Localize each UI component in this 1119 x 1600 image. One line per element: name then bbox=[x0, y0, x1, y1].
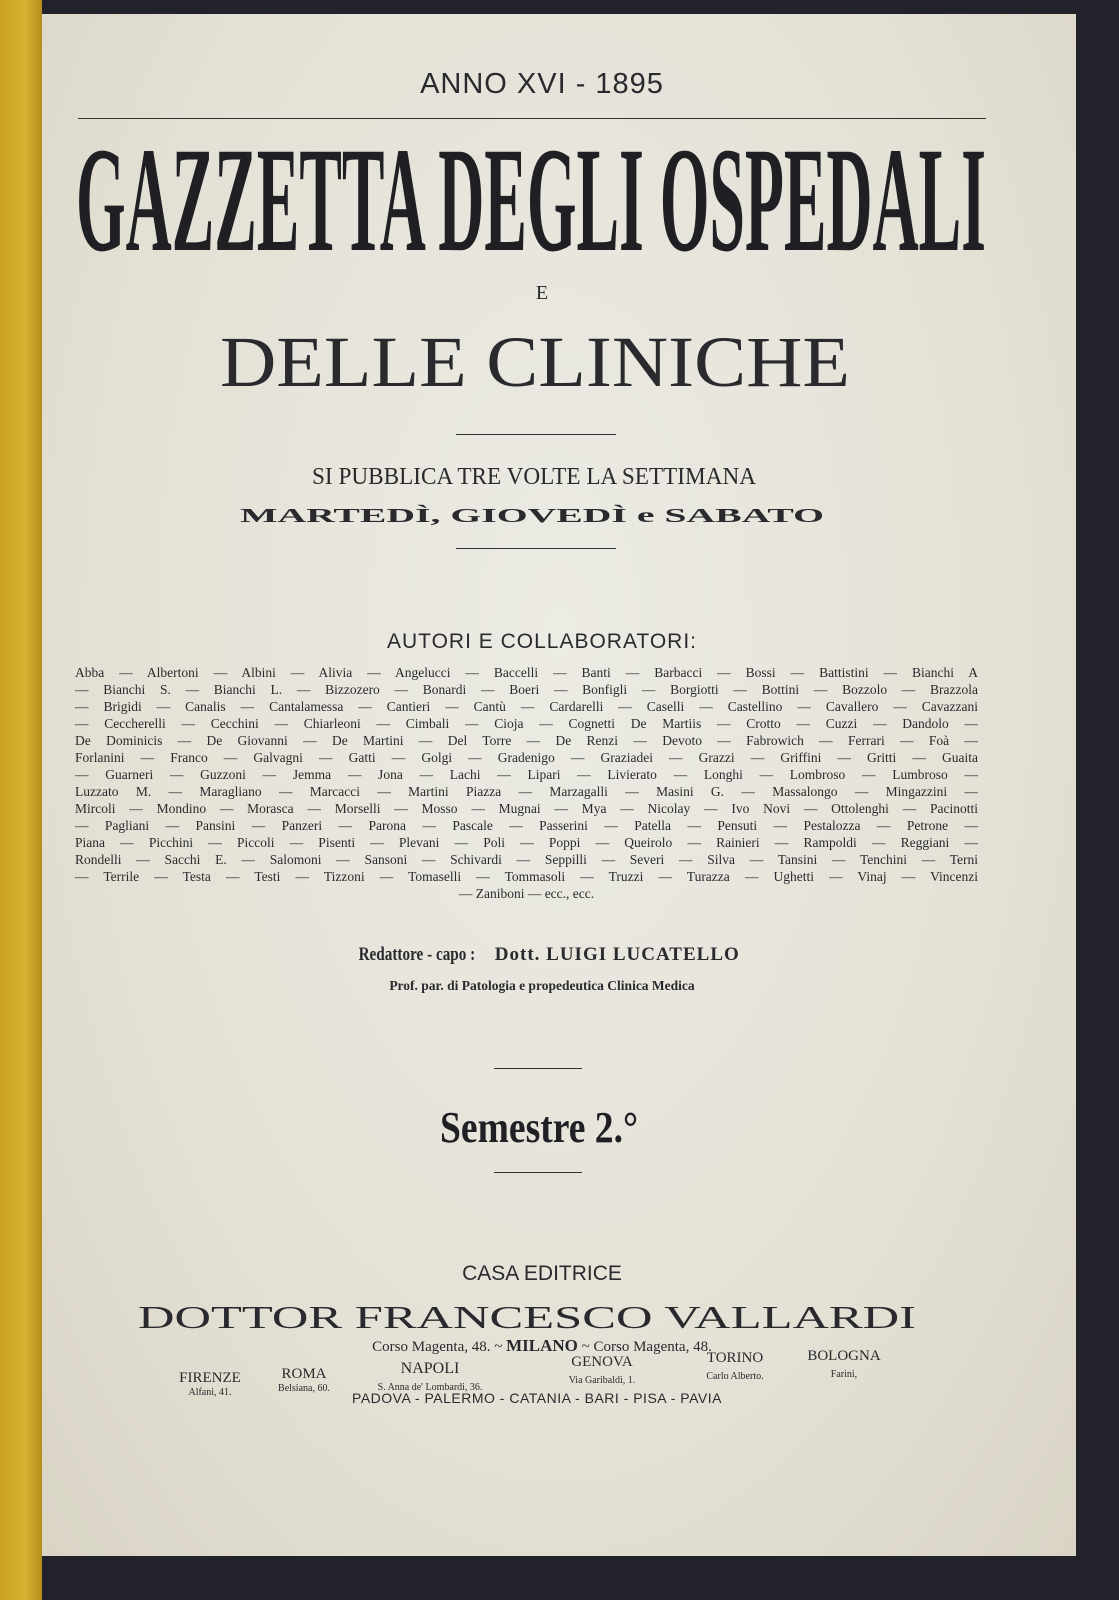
svg-text:Semestre 2.°: Semestre 2.° bbox=[440, 1103, 638, 1152]
title-conjunction: E bbox=[535, 282, 549, 304]
branch-city: GENOVA bbox=[571, 1354, 633, 1370]
svg-text:DOTTOR FRANCESCO VALLARDI: DOTTOR FRANCESCO VALLARDI bbox=[138, 1299, 916, 1335]
authors-line: Forlanini — Franco — Galvagni — Gatti — Golgi — Gradenigo — Graziadei — Grazzi — Griffini — Gritti — Guaita bbox=[75, 750, 978, 765]
branch-bologna bbox=[794, 1348, 894, 1380]
address-city: MILANO bbox=[506, 1336, 578, 1355]
authors-line: — Pagliani — Pansini — Panzeri — Parona — Pascale — Passerini — Patella — Pensuti — Pestalozza — Petrone — bbox=[75, 818, 978, 833]
branch-napoli bbox=[360, 1360, 500, 1393]
title-page bbox=[42, 14, 1076, 1556]
divider bbox=[494, 1172, 582, 1173]
authors-line: Rondelli — Sacchi E. — Salomoni — Sansoni — Schivardi — Seppilli — Severi — Silva — Tansini — Tenchini — Terni bbox=[75, 852, 978, 867]
schedule-line-1 bbox=[312, 460, 758, 490]
svg-text:SI PUBBLICA TRE VOLTE LA SETTI: SI PUBBLICA TRE VOLTE LA SETTIMANA bbox=[312, 464, 757, 490]
branch-street: Via Garibaldi, 1. bbox=[568, 1375, 636, 1386]
authors-heading: AUTORI E COLLABORATORI: bbox=[386, 630, 698, 653]
authors-line: Abba — Albertoni — Albini — Alivia — Angelucci — Baccelli — Banti — Barbacci — Bossi — Battistini — Bianchi A bbox=[75, 665, 978, 680]
svg-text:MARTEDÌ, GIOVEDÌ e SABATO: MARTEDÌ, GIOVEDÌ e SABATO bbox=[240, 505, 535, 527]
branch-street: S. Anna de' Lombardi, 36. bbox=[377, 1382, 483, 1393]
branch-city: TORINO bbox=[706, 1350, 764, 1366]
svg-text:GAZZETTA DEGLI OSPEDALI: GAZZETTA DEGLI OSPEDALI bbox=[76, 117, 986, 283]
address-right: ~ Corso Magenta, 48. bbox=[581, 1339, 712, 1355]
authors-line: — Terrile — Testa — Testi — Tizzoni — Tomaselli — Tommasoli — Truzzi — Turazza — Ughetti — Vinaj — Vincenzi bbox=[75, 869, 978, 884]
divider bbox=[494, 1068, 582, 1069]
divider bbox=[456, 548, 616, 549]
branch-torino bbox=[680, 1350, 790, 1382]
semester bbox=[440, 1102, 640, 1152]
publisher-house: CASA EDITRICE bbox=[462, 1262, 622, 1285]
branch-street: Carlo Alberto. bbox=[706, 1371, 764, 1382]
address-left: Corso Magenta, 48. ~ bbox=[372, 1339, 503, 1355]
editor-label: Redattore - capo : bbox=[358, 944, 476, 965]
branch-city: NAPOLI bbox=[400, 1360, 460, 1377]
journal-subtitle bbox=[220, 314, 852, 402]
authors-line: — Bianchi S. — Bianchi L. — Bizzozero — Bonardi — Boeri — Bonfigli — Borgiotti — Bottini — Bozzolo — Brazzola bbox=[75, 682, 978, 697]
authors-line: — Ceccherelli — Cecchini — Chiarleoni — Cimbali — Cioja — Cognetti De Martiis — Crotto — Cuzzi — Dandolo — bbox=[75, 716, 978, 731]
other-cities: PADOVA - PALERMO - CATANIA - BARI - PISA - PAVIA bbox=[352, 1390, 722, 1406]
authors-line: Piana — Picchini — Piccoli — Pisenti — Plevani — Poli — Poppi — Queirolo — Rainieri — Rampoldi — Reggiani — bbox=[75, 835, 978, 850]
authors-line: — Brigidi — Canalis — Cantalamessa — Cantieri — Cantù — Cardarelli — Caselli — Castellino — Cavallero — Cavazzani bbox=[75, 699, 978, 714]
journal-title bbox=[76, 117, 988, 283]
divider bbox=[456, 434, 616, 435]
authors-line: De Dominicis — De Giovanni — De Martini — Del Torre — De Renzi — Devoto — Fabrowich — Ferrari — Foà — bbox=[75, 733, 978, 748]
book-spine bbox=[0, 0, 42, 1600]
authors-line: Luzzato M. — Maragliano — Marcacci — Martini Piazza — Marzagalli — Masini G. — Massalongo — Mingazzini — bbox=[75, 784, 978, 799]
schedule-line-2 bbox=[240, 500, 826, 528]
year-line: ANNO XVI - 1895 bbox=[420, 68, 664, 100]
branch-city: ROMA bbox=[281, 1366, 327, 1382]
authors-line: — Zaniboni — ecc., ecc. bbox=[458, 886, 595, 901]
editor-name: Dott. LUIGI LUCATELLO bbox=[494, 944, 740, 965]
branch-street: Alfani, 41. bbox=[188, 1387, 232, 1398]
branch-street: Farini, bbox=[830, 1369, 858, 1380]
editor-role: Prof. par. di Patologia e propedeutica Clinica Medica bbox=[389, 978, 695, 993]
authors-line: Mircoli — Mondino — Morasca — Morselli — Mosso — Mugnai — Mya — Nicolay — Ivo Novi — Ottolenghi — Pacinotti bbox=[75, 801, 978, 816]
branch-city: BOLOGNA bbox=[807, 1348, 881, 1364]
svg-text:DELLE CLINICHE: DELLE CLINICHE bbox=[220, 322, 850, 402]
branch-street: Belsiana, 60. bbox=[278, 1383, 330, 1394]
branch-city: FIRENZE bbox=[179, 1370, 241, 1386]
authors-line: — Guarneri — Guzzoni — Jemma — Jona — Lachi — Lipari — Livierato — Longhi — Lombroso — Lumbroso — bbox=[75, 767, 978, 782]
editor-line bbox=[42, 944, 1042, 966]
branch-genova bbox=[542, 1354, 662, 1386]
authors-list bbox=[75, 664, 978, 902]
publisher-name bbox=[138, 1292, 918, 1336]
